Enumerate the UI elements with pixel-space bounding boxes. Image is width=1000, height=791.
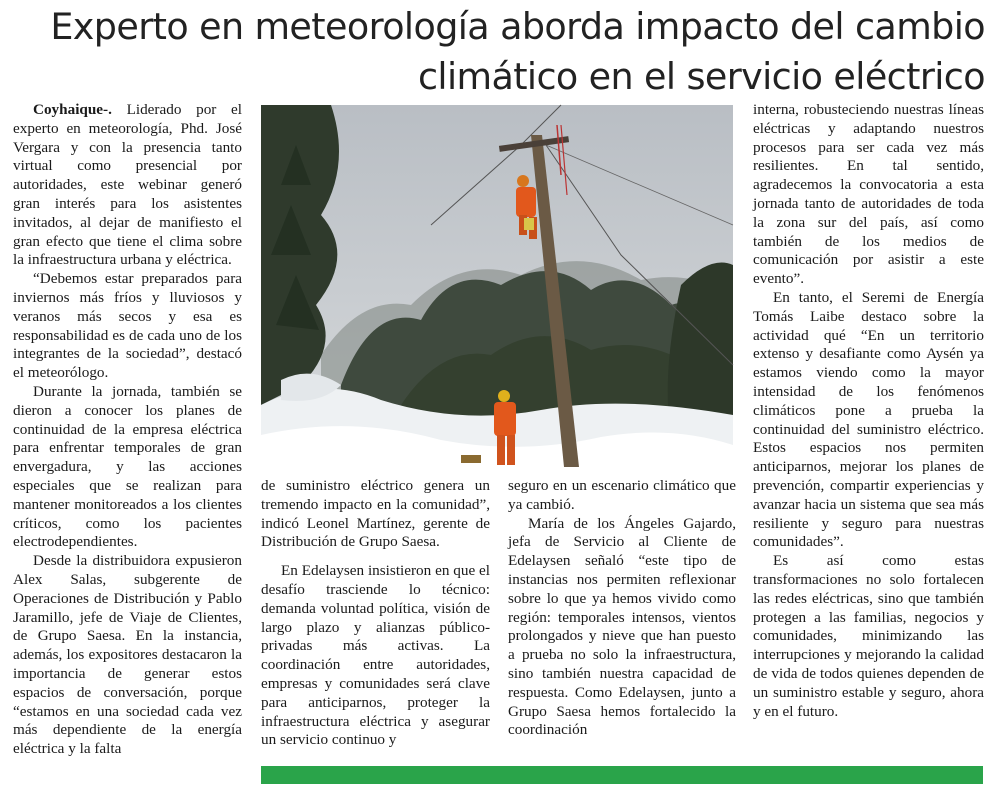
paragraph: En Edelaysen insistieron en que el desafío trasciende lo técnico: demanda voluntad política, visión de largo plazo y alianzas público-privadas más activas. La coordinación entre autoridades, empresas y comunidades será clave para anticiparnos, proteger la infraestructura eléctrica y asegurar un servicio continuo y: [261, 562, 490, 749]
article-column-2: [261, 477, 490, 749]
paragraph: Es así como estas transformaciones no solo fortalecen las redes eléctricas, sino que también protegen a las familias, negocios y comunidades, minimizando las interrupciones y mejorando la calidad de vida de todos quienes dependen de un suministro estable y seguro, ahora y en el futuro.: [753, 552, 984, 720]
paragraph: Desde la distribuidora expusieron Alex Salas, subgerente de Operaciones de Distribución y Pablo Jaramillo, jefe de Viaje de Clientes, de Grupo Saesa. En la instancia, además, los expositores destacaron la importancia de generar estos espacios de conversación, porque “estamos en una sociedad cada vez más dependiente de la energía eléctrica y la falta: [13, 552, 242, 758]
article-column-1: [13, 101, 242, 785]
paragraph: Durante la jornada, también se dieron a conocer los planes de continuidad de la empresa eléctrica para enfrentar temporales de gran envergadura, y las acciones especiales que se realizan para mantener monitoreados a los clientes críticos, como los pacientes electrodependientes.: [13, 382, 242, 551]
quote-paragraph: María de los Ángeles Gajardo, jefa de Servicio al Cliente de Edelaysen señaló “este tipo de instancias nos permiten reflexionar sobre lo que ya hemos vivido como región: temporales intensos, vientos prolongados y nieve que han puesto a prueba no solo la infraestructura, sino también nuestra capacidad de respuesta. Como Edelaysen, junto a Grupo Saesa hemos fortalecido la coordinación: [508, 514, 736, 739]
article-column-4: [753, 101, 984, 761]
quote-paragraph: En tanto, el Seremi de Energía Tomás Laibe destaco sobre la actividad qué “En un territorio extenso y desafiante como Aysén ya estamos viendo como la mayor intensidad de los fenómenos climáticos pone a prueba la continuidad del suministro eléctrico. Estos espacios nos permiten anticiparnos, mejorar los planes de prevención, compartir experiencias y avanzar hacia un sistema que sea más resiliente y seguro para nuestras comunidades”.: [753, 288, 984, 551]
paragraph-text: Liderado por el experto en meteorología, Phd. José Vergara y con la presencia tanto virtual como presencial por autoridades, este webinar generó gran interés para los asistentes invitados, al dejar de manifiesto el gran efecto que tiene el clima sobre la infraestructura urbana y eléctrica.: [13, 101, 242, 269]
quote-paragraph: “Debemos estar preparados para inviernos más fríos y lluviosos y veranos más secos y esa es responsabilidad es de cada uno de los integrantes de la sociedad”, destacó el meteorólogo.: [13, 270, 242, 382]
paragraph: [13, 101, 242, 270]
article-column-3: [508, 477, 736, 767]
paragraph: seguro en un escenario climático que ya cambió.: [508, 477, 736, 513]
paragraph: interna, robusteciendo nuestras líneas eléctricas y adaptando nuestros procesos para ser cada vez más resilientes. En tal sentido, agradecemos la convocatoria a esta jornada tanto de autoridades de toda la zona sur del país, así como también de los medios de comunicación por asistir a este evento”.: [753, 101, 984, 288]
headline: Experto en meteorología aborda impacto del cambio climático en el servicio eléctrico: [50, 5, 985, 98]
article-photo: [261, 105, 733, 467]
photo-illustration: [261, 105, 733, 467]
accent-bar: [261, 766, 983, 784]
dateline: Coyhaique-.: [33, 101, 112, 118]
paragraph: de suministro eléctrico genera un tremendo impacto en la comunidad”, indicó Leonel Martínez, gerente de Distribución de Grupo Saesa.: [261, 477, 490, 551]
